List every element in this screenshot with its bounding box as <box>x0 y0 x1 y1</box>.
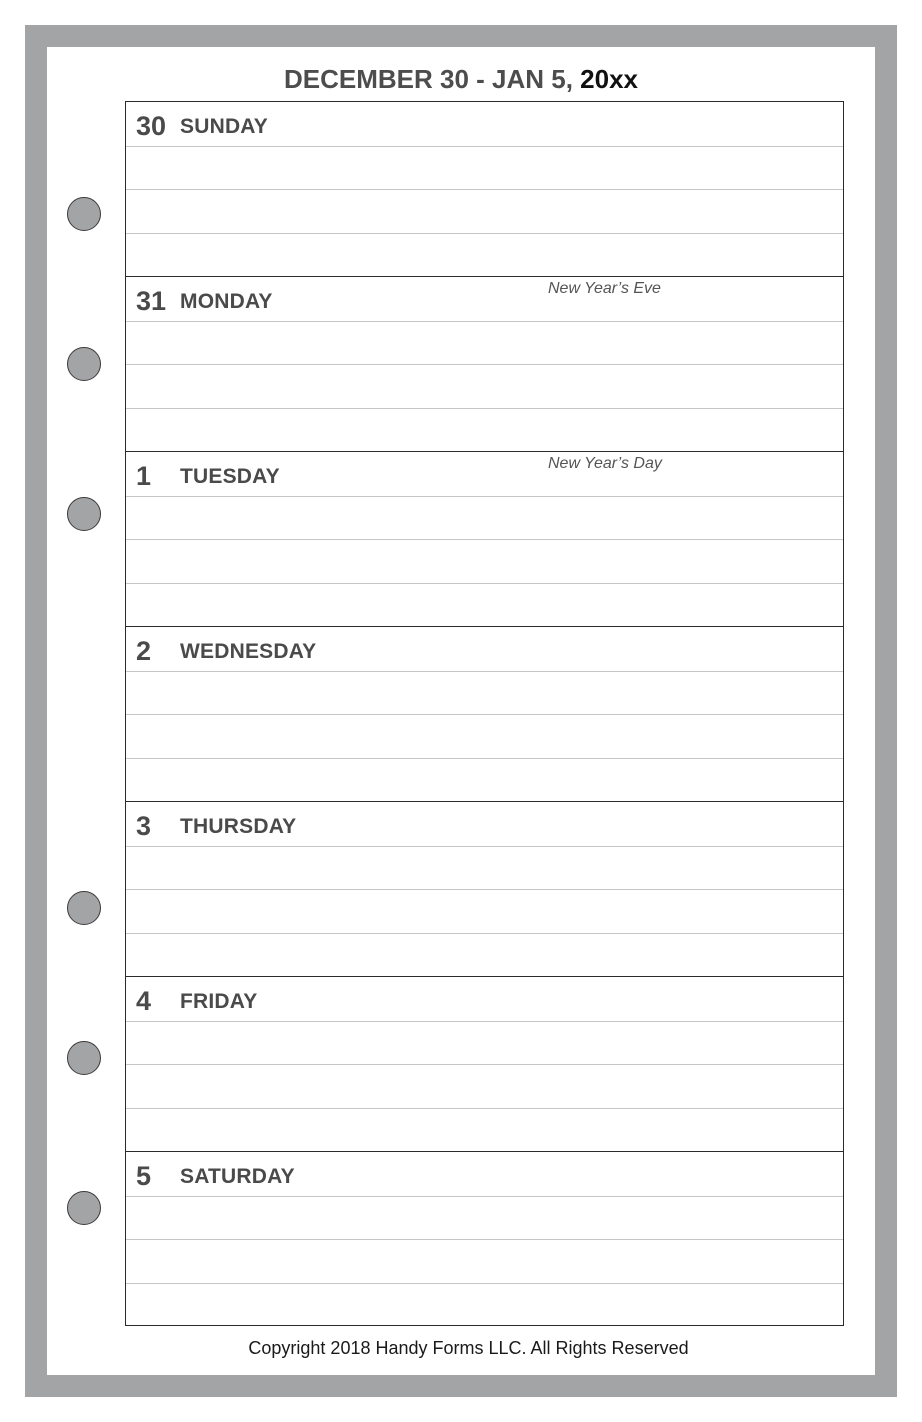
writing-line[interactable] <box>126 321 843 322</box>
writing-line[interactable] <box>126 846 843 847</box>
day-block-thursday <box>126 802 843 977</box>
day-name: SATURDAY <box>180 1165 295 1188</box>
week-grid <box>125 101 844 1326</box>
day-number: 2 <box>136 636 152 666</box>
day-block-tuesday <box>126 452 843 627</box>
writing-line[interactable] <box>126 189 843 190</box>
writing-line[interactable] <box>126 1108 843 1109</box>
day-block-monday <box>126 277 843 452</box>
day-number: 30 <box>136 111 167 141</box>
day-number: 1 <box>136 461 152 491</box>
punch-hole <box>67 891 101 925</box>
writing-line[interactable] <box>126 714 843 715</box>
punch-hole <box>67 1191 101 1225</box>
day-name: TUESDAY <box>180 465 280 488</box>
year-label: 20xx <box>580 64 639 94</box>
writing-line[interactable] <box>126 933 843 934</box>
writing-line[interactable] <box>126 1064 843 1065</box>
day-name: SUNDAY <box>180 115 268 138</box>
day-block-sunday <box>126 102 843 277</box>
holiday-label: New Year’s Eve <box>548 280 661 297</box>
writing-line[interactable] <box>126 146 843 147</box>
page-title <box>0 62 922 96</box>
day-name: WEDNESDAY <box>180 640 317 663</box>
punch-hole <box>67 497 101 531</box>
day-block-friday <box>126 977 843 1152</box>
writing-line[interactable] <box>126 583 843 584</box>
writing-line[interactable] <box>126 233 843 234</box>
week-range: DECEMBER 30 - JAN 5, <box>283 64 581 94</box>
writing-line[interactable] <box>126 408 843 409</box>
writing-line[interactable] <box>126 671 843 672</box>
punch-hole <box>67 197 101 231</box>
day-number: 31 <box>136 286 167 316</box>
day-name: FRIDAY <box>180 990 258 1013</box>
day-block-saturday <box>126 1152 843 1327</box>
day-number: 3 <box>136 811 152 841</box>
writing-line[interactable] <box>126 1196 843 1197</box>
punch-hole <box>67 347 101 381</box>
writing-line[interactable] <box>126 1239 843 1240</box>
copyright-notice: Copyright 2018 Handy Forms LLC. All Rights Reserved <box>248 1338 689 1358</box>
writing-line[interactable] <box>126 496 843 497</box>
writing-line[interactable] <box>126 1021 843 1022</box>
punch-hole <box>67 1041 101 1075</box>
day-block-wednesday <box>126 627 843 802</box>
writing-line[interactable] <box>126 364 843 365</box>
day-number: 5 <box>136 1161 152 1191</box>
day-name: THURSDAY <box>180 815 297 838</box>
writing-line[interactable] <box>126 539 843 540</box>
writing-line[interactable] <box>126 758 843 759</box>
writing-line[interactable] <box>126 889 843 890</box>
holiday-label: New Year’s Day <box>548 455 662 472</box>
day-number: 4 <box>136 986 152 1016</box>
writing-line[interactable] <box>126 1283 843 1284</box>
day-name: MONDAY <box>180 290 273 313</box>
